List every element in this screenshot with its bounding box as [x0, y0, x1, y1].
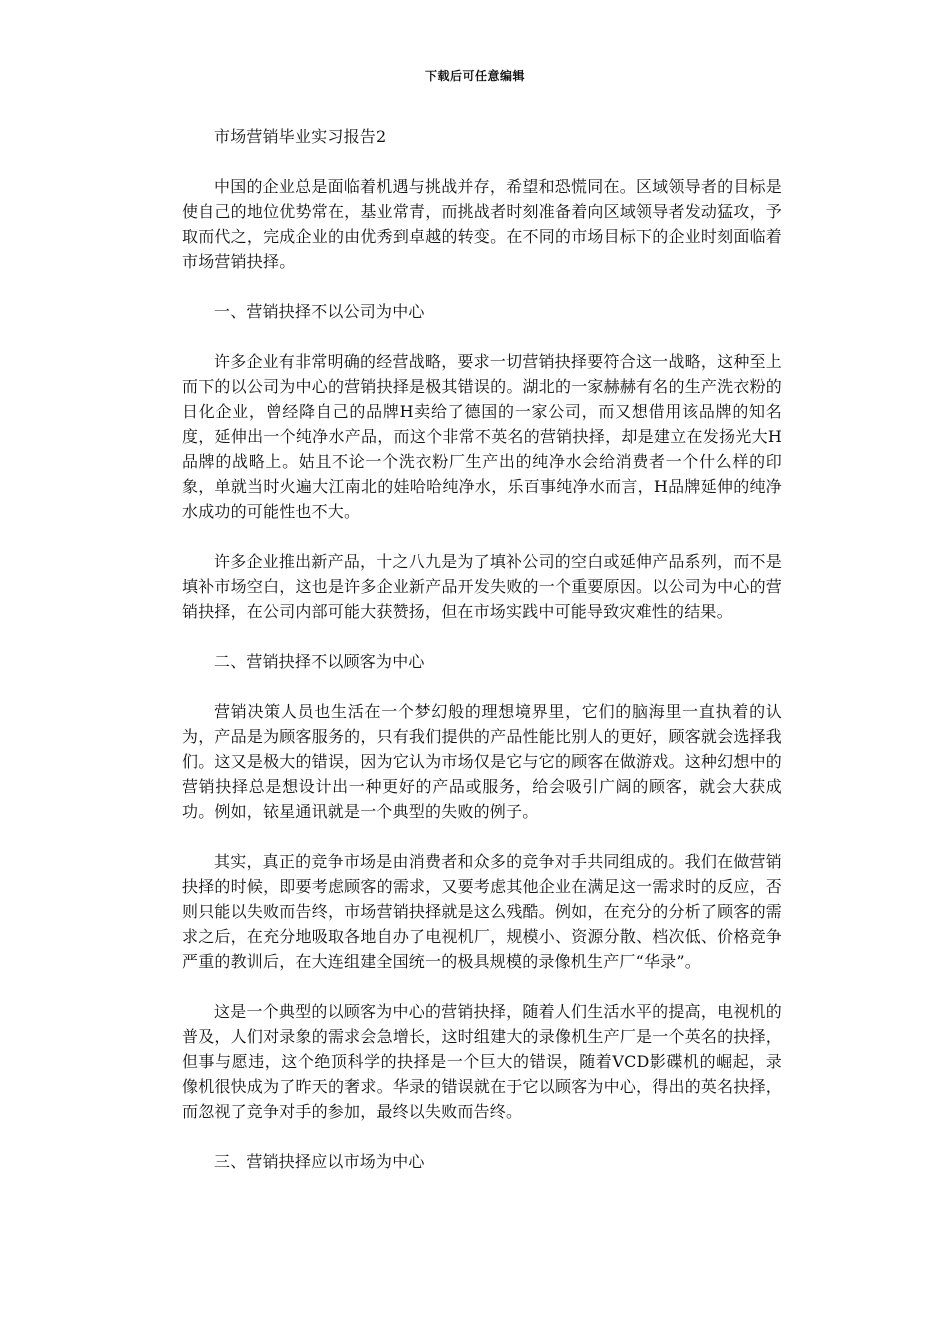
paragraph-2-2: 其实，真正的竞争市场是由消费者和众多的竞争对手共同组成的。我们在做营销抉择的时候，即要考虑顾客的需求，又要考虑其他企业在满足这一需求时的反应，否则只能以失败而告终，市场营销抉择就是这么残酷。例如，在充分的分析了顾客的需求之后，在充分地吸取各地自办了电视机厂，规模小、资源分散、档次低、价格竞争严重的教训后，在大连组建全国统一的极具规模的录像机生产厂“华录”。	[182, 852, 782, 971]
section-heading-2: 二、营销抉择不以顾客为中心	[214, 652, 425, 671]
paragraph-1-2: 许多企业推出新产品，十之八九是为了填补公司的空白或延伸产品系列，而不是填补市场空白，这也是许多企业新产品开发失败的一个重要原因。以公司为中心的营销抉择，在公司内部可能大获赞扬，但在市场实践中可能导致灾难性的结果。	[182, 552, 782, 621]
document-body	[182, 124, 782, 1199]
header-note: 下载后可任意编辑	[424, 69, 525, 83]
paragraph-1-1: 许多企业有非常明确的经营战略，要求一切营销抉择要符合这一战略，这种至上而下的以公司为中心的营销抉择是极其错误的。湖北的一家赫赫有名的生产洗衣粉的日化企业，曾经降自己的品牌H卖给了德国的一家公司，而又想借用该品牌的知名度，延伸出一个纯净水产品，而这个非常不英名的营销抉择，却是建立在发扬光大H品牌的战略上。姑且不论一个洗衣粉厂生产出的纯净水会给消费者一个什么样的印象，单就当时火遍大江南北的娃哈哈纯净水，乐百事纯净水而言，H品牌延伸的纯净水成功的可能性也不大。	[182, 352, 782, 521]
section-heading-1: 一、营销抉择不以公司为中心	[214, 302, 425, 321]
document-title: 市场营销毕业实习报告2	[214, 127, 387, 146]
paragraph-2-3: 这是一个典型的以顾客为中心的营销抉择，随着人们生活水平的提高，电视机的普及，人们对录象的需求会急增长，这时组建大的录像机生产厂是一个英名的抉择，但事与愿违，这个绝顶科学的抉择是一个巨大的错误，随着VCD影碟机的崛起，录像机很快成为了昨天的奢求。华录的错误就在于它以顾客为中心，得出的英名抉择，而忽视了竞争对手的参加，最终以失败而告终。	[182, 1002, 782, 1121]
paragraph-intro: 中国的企业总是面临着机遇与挑战并存，希望和恐慌同在。区域领导者的目标是使自己的地位优势常在，基业常青，而挑战者时刻准备着向区域领导者发动猛攻，予取而代之，完成企业的由优秀到卓越的转变。在不同的市场目标下的企业时刻面临着市场营销抉择。	[182, 177, 782, 271]
section-heading-3: 三、营销抉择应以市场为中心	[214, 1152, 425, 1171]
paragraph-2-1: 营销决策人员也生活在一个梦幻般的理想境界里，它们的脑海里一直执着的认为，产品是为顾客服务的，只有我们提供的产品性能比别人的更好，顾客就会选择我们。这又是极大的错误，因为它认为市场仅是它与它的顾客在做游戏。这种幻想中的营销抉择总是想设计出一种更好的产品或服务，给会吸引广阔的顾客，就会大获成功。例如，铱星通讯就是一个典型的失败的例子。	[182, 702, 782, 821]
